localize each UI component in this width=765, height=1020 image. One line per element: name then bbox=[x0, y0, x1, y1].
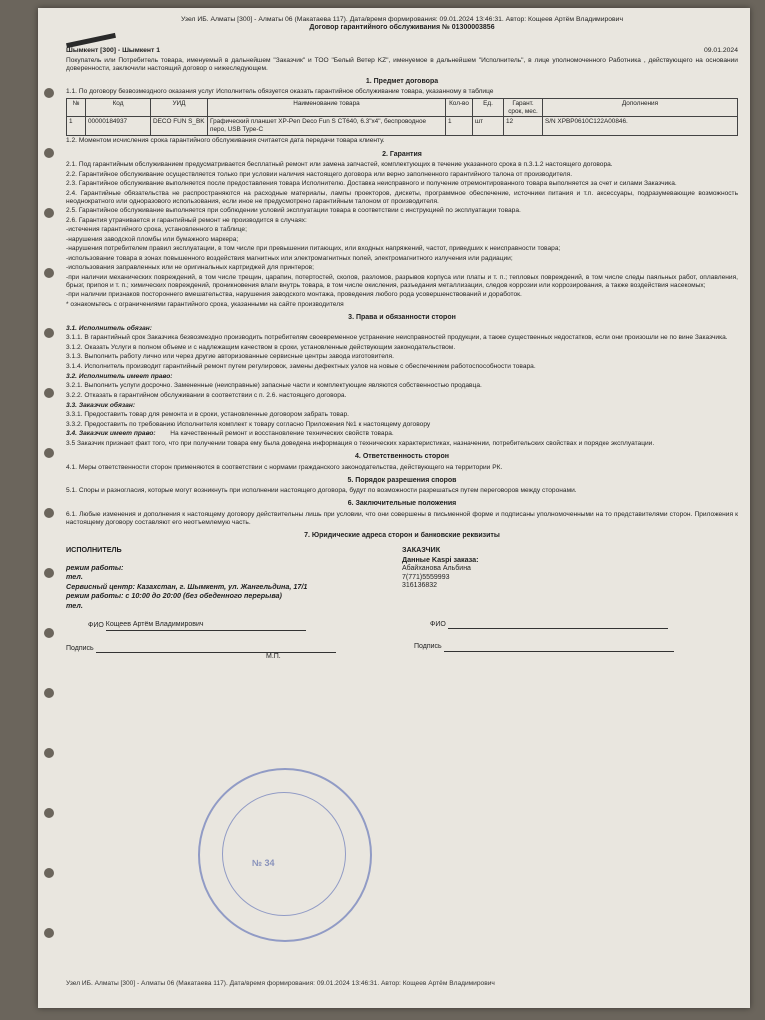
executor-line: тел. bbox=[66, 572, 83, 582]
section-title: 5. Порядок разрешения споров bbox=[347, 476, 457, 484]
city: Шымкент [300] - Шымкент 1 bbox=[66, 46, 161, 54]
clause: 4.1. Меры ответственности сторон применяются в соответствии с нормами гражданского законодательства, действующего на территории РК. bbox=[66, 463, 503, 471]
subsection-title: 3.3. Заказчик обязан: bbox=[66, 401, 136, 409]
clause: 3.1.2. Оказать Услуги в полном объеме и с надлежащим качеством в сроки, установленные действующим законодательством. bbox=[66, 343, 456, 351]
punch-hole bbox=[44, 628, 54, 638]
signature-line bbox=[444, 651, 674, 652]
company-stamp bbox=[198, 768, 372, 942]
clause: -использования заправленных или не оригинальных картриджей для принтеров; bbox=[66, 264, 314, 272]
clause: 2.5. Гарантийное обслуживание выполняется при соблюдении условий эксплуатации товара в соответствии с инструкцией по эксплуатации товара. bbox=[66, 207, 521, 215]
section-title: 4. Ответственность сторон bbox=[355, 452, 449, 460]
clause: 3.5 Заказчик признает факт того, что при получении товара ему была доведена информация о технических характеристиках, назначении, потребительских свойствах и порядке эксплуатации. bbox=[66, 439, 655, 447]
section-title: 7. Юридические адреса сторон и банковские реквизиты bbox=[304, 531, 500, 539]
signature-label: Подпись bbox=[66, 644, 94, 652]
clause: -при наличии механических повреждений, в том числе трещин, царапин, потертостей, сколов, разломов, разрывов корпуса или платы и т. п.; тепловых повреждений, в том числе следы паяльных работ, оплавления, брызг, припоя и т. п.; химических повреждений, проникновения влаги внутрь товара, в том числе окисления, разъедания металлизации, следов коррозии или коррозирования, а также воздействия насекомых; bbox=[66, 273, 738, 289]
document-title: Договор гарантийного обслуживания № 01300003856 bbox=[309, 24, 495, 32]
punch-hole bbox=[44, 928, 54, 938]
table-cell: 1 bbox=[446, 117, 473, 136]
clause: -истечения гарантийного срока, установленного в таблице; bbox=[66, 226, 247, 234]
customer-heading: ЗАКАЗЧИК bbox=[402, 545, 441, 555]
seal-place: М.П. bbox=[266, 653, 281, 661]
punch-hole bbox=[44, 748, 54, 758]
clause: 3.1.1. В гарантийный срок Заказчика безвозмездно производить потребителям своевременное устранение неисправностей продукции, а также существенных недостатков, если они произошли не по вине Заказчика. bbox=[66, 334, 728, 342]
clause: 3.2.1. Выполнить услуги досрочно. Замененные (неисправные) запасные части и комплектующие являются собственностью продавца. bbox=[66, 382, 482, 390]
customer-line: Данные Kaspi заказа: bbox=[402, 554, 479, 564]
table-header: Ед. bbox=[473, 98, 504, 117]
signature-label: Подпись bbox=[414, 643, 442, 651]
clause: 5.1. Споры и разногласия, которые могут возникнуть при исполнении настоящего договора, будут по возможности разрешаться путем переговоров между сторонами. bbox=[66, 487, 577, 495]
section-title: 6. Заключительные положения bbox=[347, 500, 457, 508]
executor-line: режим работы: bbox=[66, 562, 124, 572]
table-row bbox=[67, 117, 738, 136]
clause: -нарушения потребителем правил эксплуатации, в том числе при превышении питающих, или входных напряжений, частот, приведших к неисправности товара; bbox=[66, 245, 561, 253]
punch-hole bbox=[44, 208, 54, 218]
clause: 3.3.2. Предоставить по требованию Исполнителя комплект к товару согласно Приложения №1 к настоящему договору bbox=[66, 420, 431, 428]
executor-column bbox=[66, 546, 402, 662]
fio-field bbox=[106, 621, 306, 631]
executor-line: тел. bbox=[66, 600, 83, 610]
parties-addresses bbox=[66, 546, 738, 662]
punch-holes bbox=[44, 88, 58, 988]
table-cell: 1 bbox=[67, 117, 86, 136]
goods-table bbox=[66, 98, 738, 136]
table-header: № bbox=[67, 98, 86, 117]
document-footer: Узел ИБ. Алматы [300] - Алматы 06 (Макатаева 117). Дата/время формирования: 09.01.2024 13:46:31. Автор: Кощеев Артём Владимирович bbox=[66, 980, 495, 987]
section-title: 3. Права и обязанности сторон bbox=[348, 314, 456, 322]
table-cell: 00000184937 bbox=[86, 117, 151, 136]
fio-label: ФИО bbox=[88, 622, 104, 630]
punch-hole bbox=[44, 448, 54, 458]
clause: 2.3. Гарантийное обслуживание выполняется после предоставления товара Исполнителю. Доставка неисправного и получение отремонтированного товара выполняется за счет и силами Заказчика. bbox=[66, 180, 677, 188]
table-header: Код bbox=[86, 98, 151, 117]
punch-hole bbox=[44, 328, 54, 338]
clause: 2.2. Гарантийное обслуживание осуществляется только при условии наличия настоящего договора или верно заполненного гарантийного талона от производителя. bbox=[66, 170, 573, 178]
clause: * ознакомьтесь с ограничениями гарантийного срока, указанными на сайте производителя bbox=[66, 301, 344, 308]
table-cell: шт bbox=[473, 117, 504, 136]
punch-hole bbox=[44, 688, 54, 698]
punch-hole bbox=[44, 568, 54, 578]
clause-34 bbox=[66, 430, 738, 438]
clause: 2.1. Под гарантийным обслуживанием предусматривается бесплатный ремонт или замена запчастей, комплектующих в течение указанного срока в п.3.1.2 настоящего договора. bbox=[66, 161, 613, 169]
punch-hole bbox=[44, 388, 54, 398]
clause: 2.6. Гарантия утрачивается и гарантийный ремонт не производится в случаях: bbox=[66, 216, 307, 224]
stamp-text: № 34 bbox=[252, 858, 275, 868]
table-header: Гарант. срок, мес. bbox=[504, 98, 543, 117]
clause: -при наличии признаков постороннего вмешательства, нарушения заводского монтажа, проведения любого рода усовершенствований и доработок. bbox=[66, 291, 522, 299]
clause: 1.1. По договору безвозмездного оказания услуг Исполнитель обязуется оказать гарантийное обслуживание товара, указанному в таблице bbox=[66, 88, 494, 96]
punch-hole bbox=[44, 148, 54, 158]
table-header: Дополнения bbox=[543, 98, 738, 117]
section-title: 2. Гарантия bbox=[382, 150, 422, 158]
clause: 2.4. Гарантийные обязательства не распространяются на расходные материалы, лампы проекторов, дискеты, программное обеспечение, источники питания и т.п. аксессуары, подразумевающие возможность неоднократного или одноразового использования, если иное не предусмотрено гарантийным талоном от производителя. bbox=[66, 189, 738, 205]
table-cell: 12 bbox=[504, 117, 543, 136]
table-cell: Графический планшет XP-Pen Deco Fun S CT640, 6.3"x4", беспроводное перо, USB Type-C bbox=[208, 117, 446, 136]
punch-hole bbox=[44, 268, 54, 278]
fio-label: ФИО bbox=[430, 620, 446, 628]
signature-line bbox=[96, 652, 336, 653]
executor-heading: ИСПОЛНИТЕЛЬ bbox=[66, 545, 122, 555]
subsection-title: 3.2. Исполнитель имеет право: bbox=[66, 372, 173, 380]
clause: -использование товара в зонах повышенного воздействия магнитных или электромагнитных полей, электромагнитного излучения или радиации; bbox=[66, 254, 513, 262]
punch-hole bbox=[44, 508, 54, 518]
clause: 1.2. Моментом исчисления срока гарантийного обслуживания считается дата передачи товара клиенту. bbox=[66, 137, 385, 145]
fio-line bbox=[448, 628, 668, 629]
document-sheet bbox=[38, 8, 750, 1008]
table-header-row bbox=[67, 98, 738, 117]
table-header: УИД bbox=[151, 98, 208, 117]
customer-column bbox=[402, 546, 738, 662]
executor-line: Сервисный центр: Казахстан, г. Шымкент, ул. Жангельдина, 17/1 bbox=[66, 581, 308, 591]
customer-line: 316136832 bbox=[402, 582, 438, 590]
punch-hole bbox=[44, 808, 54, 818]
table-cell: S/N XPBP0610C122A00846. bbox=[543, 117, 738, 136]
document-header bbox=[66, 16, 738, 33]
clause: -нарушения заводской пломбы или бумажного маркера; bbox=[66, 235, 239, 243]
customer-line: 7(771)5559993 bbox=[402, 573, 450, 581]
table-header: Наименование товара bbox=[208, 98, 446, 117]
fio-value: Кощеев Артём Владимирович bbox=[105, 621, 204, 629]
clause: 3.1.4. Исполнитель производит гарантийный ремонт путем регулировок, замены дефектных узлов на новые с обеспечением работоспособности товара. bbox=[66, 362, 536, 370]
customer-line: Абайханова Альбина bbox=[402, 565, 471, 573]
section-title: 1. Предмет договора bbox=[365, 77, 439, 85]
document-content bbox=[66, 16, 738, 662]
preamble: Покупатель или Потребитель товара, именуемый в дальнейшем "Заказчик" и ТОО "Белый Ветер KZ", именуемое в дальнейшем "Исполнитель", в лице уполномоченного Работника , действующего на основании доверенности, заключили настоящий договор о нижеследующем. bbox=[66, 56, 738, 72]
executor-line: режим работы: с 10:00 до 20:00 (без обеденного перерыва) bbox=[66, 591, 282, 601]
table-cell: DECO FUN S_BK bbox=[151, 117, 208, 136]
subsection-title: 3.4. Заказчик имеет право: bbox=[66, 430, 156, 438]
punch-hole bbox=[44, 88, 54, 98]
clause: 3.3.1. Предоставить товар для ремонта и в сроки, установленные договором забрать товар. bbox=[66, 411, 350, 419]
clause-text: На качественный ремонт и восстановление технических свойств товара. bbox=[170, 430, 394, 438]
city-date-row bbox=[66, 47, 738, 55]
contract-date: 09.01.2024 bbox=[703, 46, 738, 54]
header-line: Узел ИБ. Алматы [300] - Алматы 06 (Макатаева 117). Дата/время формирования: 09.01.2024 13:46:31. Автор: Кощеев Артём Владимирович bbox=[180, 16, 624, 23]
clause: 3.1.3. Выполнить работу лично или через другие авторизованные сервисные центры завода изготовителя. bbox=[66, 353, 394, 361]
table-header: Кол-во bbox=[446, 98, 473, 117]
subsection-title: 3.1. Исполнитель обязан: bbox=[66, 324, 152, 332]
clause: 6.1. Любые изменения и дополнения к настоящему договору действительны лишь при условии, что они совершены в письменной форме и подписаны уполномоченными на то представителями сторон. Приложения к настоящему договору составляют его неотъемлемую часть. bbox=[66, 510, 738, 526]
punch-hole bbox=[44, 868, 54, 878]
clause: 3.2.2. Отказать в гарантийном обслуживании в соответствии с п. 2.6. настоящего договора. bbox=[66, 391, 347, 399]
